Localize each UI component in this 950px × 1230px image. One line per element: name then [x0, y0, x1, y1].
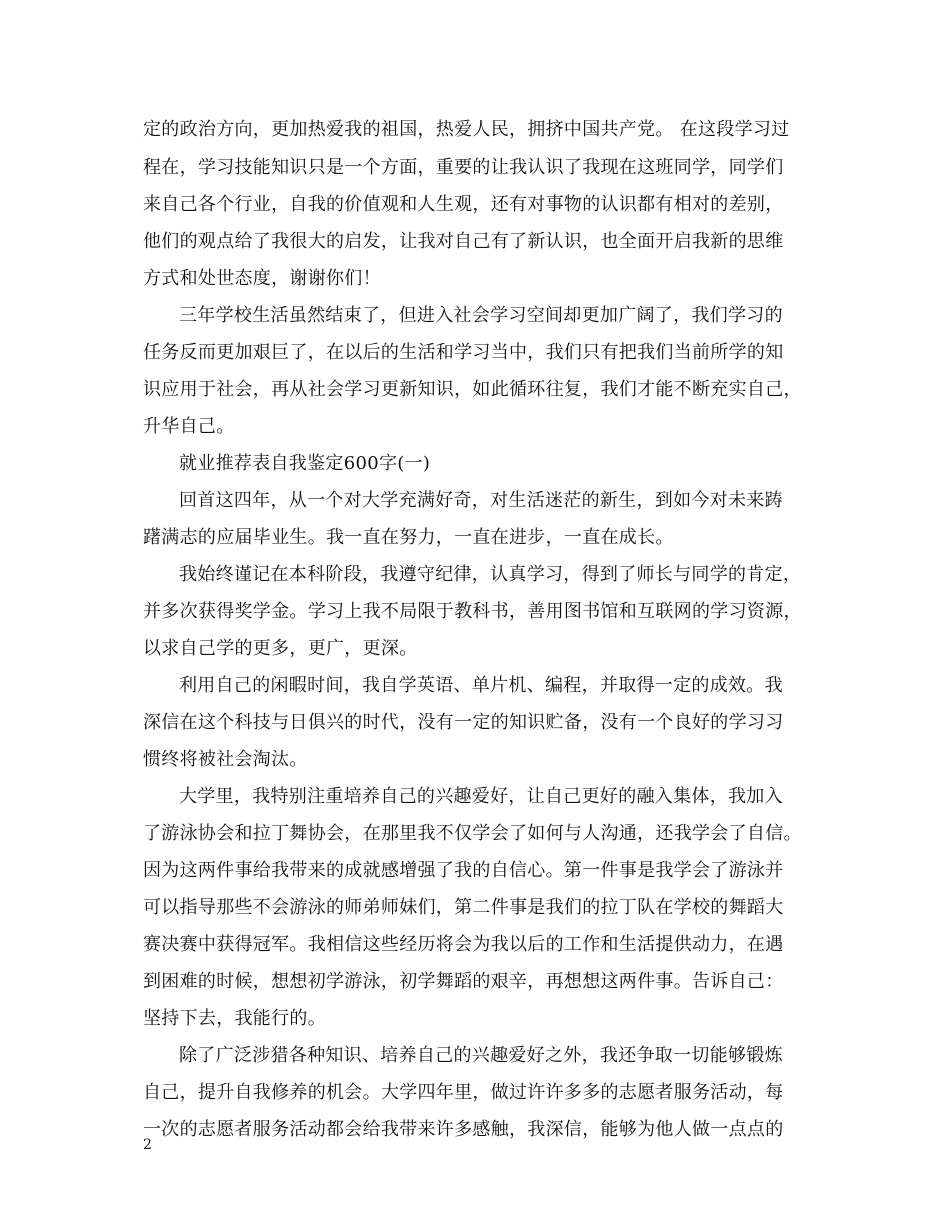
text-line: 利用自己的闲暇时间，我自学英语、单片机、编程，并取得一定的成效。我: [179, 675, 783, 696]
page-number: 2: [143, 1137, 152, 1153]
text-line: 自己，提升自我修养的机会。大学四年里，做过许许多多的志愿者服务活动，每: [143, 1082, 784, 1103]
text-line: 我始终谨记在本科阶段，我遵守纪律，认真学习，得到了师长与同学的肯定，: [179, 564, 802, 585]
text-line: 赛决赛中获得冠军。我相信这些经历将会为我以后的工作和生活提供动力，在遇: [143, 934, 784, 955]
section-heading: 就业推荐表自我鉴定600字(一): [179, 453, 431, 474]
text-line: 除了广泛涉猎各种知识、培养自己的兴趣爱好之外，我还争取一切能够锻炼: [179, 1045, 783, 1066]
text-line: 任务反而更加艰巨了，在以后的生活和学习当中，我们只有把我们当前所学的知: [143, 342, 784, 363]
text-line: 升华自己。: [143, 416, 235, 437]
text-line: 以求自己学的更多，更广，更深。: [143, 638, 418, 659]
text-line: 了游泳协会和拉丁舞协会，在那里我不仅学会了如何与人沟通，还我学会了自信。: [143, 823, 802, 844]
text-line: 因为这两件事给我带来的成就感增强了我的自信心。第一件事是我学会了游泳并: [143, 860, 784, 881]
text-line: 一次的志愿者服务活动都会给我带来许多感触，我深信，能够为他人做一点点的: [143, 1119, 784, 1140]
text-line: 大学里，我特别注重培养自己的兴趣爱好，让自己更好的融入集体，我加入: [179, 786, 783, 807]
text-line: 程在，学习技能知识只是一个方面，重要的让我认识了我现在这班同学，同学们: [143, 157, 784, 178]
text-line: 深信在这个科技与日俱兴的时代，没有一定的知识贮备，没有一个良好的学习习: [143, 712, 784, 733]
text-line: 他们的观点给了我很大的启发，让我对自己有了新认识，也全面开启我新的思维: [143, 231, 784, 252]
text-line: 惯终将被社会淘汰。: [143, 749, 308, 770]
text-line: 可以指导那些不会游泳的师弟师妹们，第二件事是我们的拉丁队在学校的舞蹈大: [143, 897, 784, 918]
text-line: 坚持下去，我能行的。: [143, 1008, 326, 1029]
text-line: 回首这四年，从一个对大学充满好奇，对生活迷茫的新生，到如今对未来踌: [179, 490, 783, 511]
text-line: 定的政治方向，更加热爱我的祖国，热爱人民，拥挤中国共产党。 在这段学习过: [143, 119, 790, 140]
text-line: 躇满志的应届毕业生。我一直在努力，一直在进步，一直在成长。: [143, 527, 674, 548]
text-line: 三年学校生活虽然结束了，但进入社会学习空间却更加广阔了，我们学习的: [179, 305, 783, 326]
text-line: 方式和处世态度，谢谢你们！: [143, 268, 381, 289]
text-line: 到困难的时候，想想初学游泳，初学舞蹈的艰辛，再想想这两件事。告诉自己：: [143, 971, 784, 992]
text-line: 来自己各个行业，自我的价值观和人生观，还有对事物的认识都有相对的差别，: [143, 194, 784, 215]
text-line: 识应用于社会，再从社会学习更新知识，如此循环往复，我们才能不断充实自己，: [143, 379, 802, 400]
text-line: 并多次获得奖学金。学习上我不局限于教科书，善用图书馆和互联网的学习资源，: [143, 601, 802, 622]
